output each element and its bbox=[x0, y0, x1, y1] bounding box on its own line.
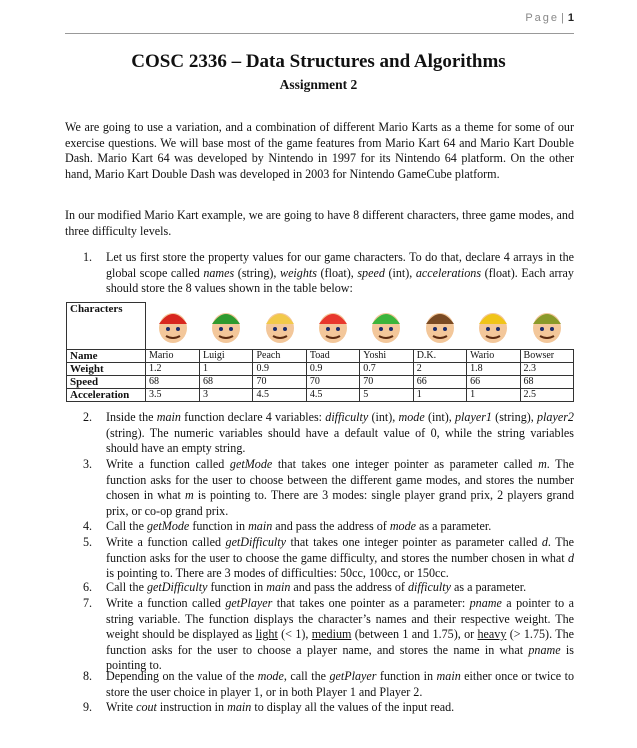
page-number: Page | 1 bbox=[525, 12, 574, 24]
weight-row-header: Weight bbox=[67, 363, 146, 376]
list-item-8: 8. Depending on the value of the mode, call the getPlayer function in main either once or twice to store the user choice in player 1, or in both Player 1 and Player 2. bbox=[83, 669, 574, 699]
characters-table bbox=[66, 302, 574, 402]
acceleration-row bbox=[67, 389, 574, 402]
table-cell: 3 bbox=[200, 389, 253, 402]
table-cell: Peach bbox=[253, 350, 306, 363]
table-cell: 2.3 bbox=[520, 363, 573, 376]
table-cell: 66 bbox=[467, 376, 520, 389]
peach-icon bbox=[256, 303, 303, 349]
table-cell: 68 bbox=[200, 376, 253, 389]
intro-paragraph-2: In our modified Mario Kart example, we are going to have 8 different characters, three game modes, and three difficulty levels. bbox=[65, 208, 574, 238]
list-item-1: 1. Let us first store the property values for our game characters. To do that, declare 4 arrays in the global scope called names (string), weights (float), speed (int), accelerations (float). Each array should store the 8 values shown in the table below: bbox=[83, 250, 574, 295]
page-title: COSC 2336 – Data Structures and Algorithms bbox=[131, 51, 506, 72]
acceleration-row-header: Acceleration bbox=[67, 389, 146, 402]
table-cell: Toad bbox=[306, 350, 359, 363]
list-item-7: 7. Write a function called getPlayer that takes one pointer as a parameter: pname a pointer to a string variable. The function displays the character’s names and their respective weight. The weight should be displayed as light (< 1), medium (between 1 and 1.75), or heavy (> 1.75). The function asks for the user to choose a player name, and stores the name in what pname is pointing to. bbox=[83, 596, 574, 672]
weight-row bbox=[67, 363, 574, 376]
table-cell: 1.2 bbox=[146, 363, 200, 376]
toad-icon bbox=[309, 303, 356, 349]
name-row-header: Name bbox=[67, 350, 146, 363]
table-cell: 5 bbox=[360, 389, 413, 402]
characters-image-row bbox=[67, 303, 574, 350]
table-cell: 70 bbox=[253, 376, 306, 389]
table-cell: 1.8 bbox=[467, 363, 520, 376]
table-cell: Luigi bbox=[200, 350, 253, 363]
page-subtitle: Assignment 2 bbox=[279, 77, 358, 92]
list-item-3: 3. Write a function called getMode that takes one integer pointer as parameter called m. The function asks for the user to choose between the different game modes, and stores the number chosen in what m is pointing to. There are 3 modes: single player grand prix, 2 players grand prix, or co-op grand prix. bbox=[83, 457, 574, 518]
table-cell: 1 bbox=[200, 363, 253, 376]
speed-row bbox=[67, 376, 574, 389]
table-cell: 0.9 bbox=[306, 363, 359, 376]
table-cell: 66 bbox=[413, 376, 466, 389]
table-cell: 4.5 bbox=[253, 389, 306, 402]
table-cell: 70 bbox=[306, 376, 359, 389]
table-cell: Wario bbox=[467, 350, 520, 363]
list-item-9: 9. Write cout instruction in main to display all the values of the input read. bbox=[83, 700, 455, 714]
table-cell: Bowser bbox=[520, 350, 573, 363]
table-cell: 0.7 bbox=[360, 363, 413, 376]
list-item-6: 6. Call the getDifficulty function in main and pass the address of difficulty as a parameter. bbox=[83, 580, 527, 594]
table-cell: 70 bbox=[360, 376, 413, 389]
mario-icon bbox=[149, 303, 197, 349]
list-item-4: 4. Call the getMode function in main and pass the address of mode as a parameter. bbox=[83, 519, 492, 533]
table-cell: 1 bbox=[467, 389, 520, 402]
donkey-kong-icon bbox=[416, 303, 463, 349]
luigi-icon bbox=[203, 303, 250, 349]
wario-icon bbox=[470, 303, 517, 349]
table-cell: 4.5 bbox=[306, 389, 359, 402]
table-cell: 68 bbox=[520, 376, 573, 389]
table-cell: Mario bbox=[146, 350, 200, 363]
table-cell: 3.5 bbox=[146, 389, 200, 402]
characters-header: Characters bbox=[67, 303, 146, 350]
table-cell: 2.5 bbox=[520, 389, 573, 402]
table-cell: D.K. bbox=[413, 350, 466, 363]
list-item-2: 2. Inside the main function declare 4 variables: difficulty (int), mode (int), player1 (string), player2 (string). The numeric variables should have a default value of 0, while the string variables should have an empty string. bbox=[83, 410, 574, 455]
name-row bbox=[67, 350, 574, 363]
table-cell: 2 bbox=[413, 363, 466, 376]
bowser-icon bbox=[523, 303, 570, 349]
table-cell: Yoshi bbox=[360, 350, 413, 363]
header-rule bbox=[65, 33, 574, 34]
list-item-5: 5. Write a function called getDifficulty that takes one integer pointer as parameter called d. The function asks for the user to choose the game difficulty, and stores the number chosen in what d is pointing to. There are 3 modes of difficulties: 50cc, 100cc, or 150cc. bbox=[83, 535, 574, 580]
speed-row-header: Speed bbox=[67, 376, 146, 389]
table-cell: 1 bbox=[413, 389, 466, 402]
table-cell: 68 bbox=[146, 376, 200, 389]
intro-paragraph-1: We are going to use a variation, and a combination of different Mario Karts as a theme for some of our exercise questions. We will base most of the game features from Mario Kart 64 and Mario Kart Double Dash. Mario Kart 64 was developed by Nintendo in 1997 for its Nintendo 64 platform. On the other hand, Mario Kart Double Dash was developed in 2003 for Nintendo GameCube platform. bbox=[65, 120, 574, 181]
table-cell: 0.9 bbox=[253, 363, 306, 376]
yoshi-icon bbox=[363, 303, 410, 349]
